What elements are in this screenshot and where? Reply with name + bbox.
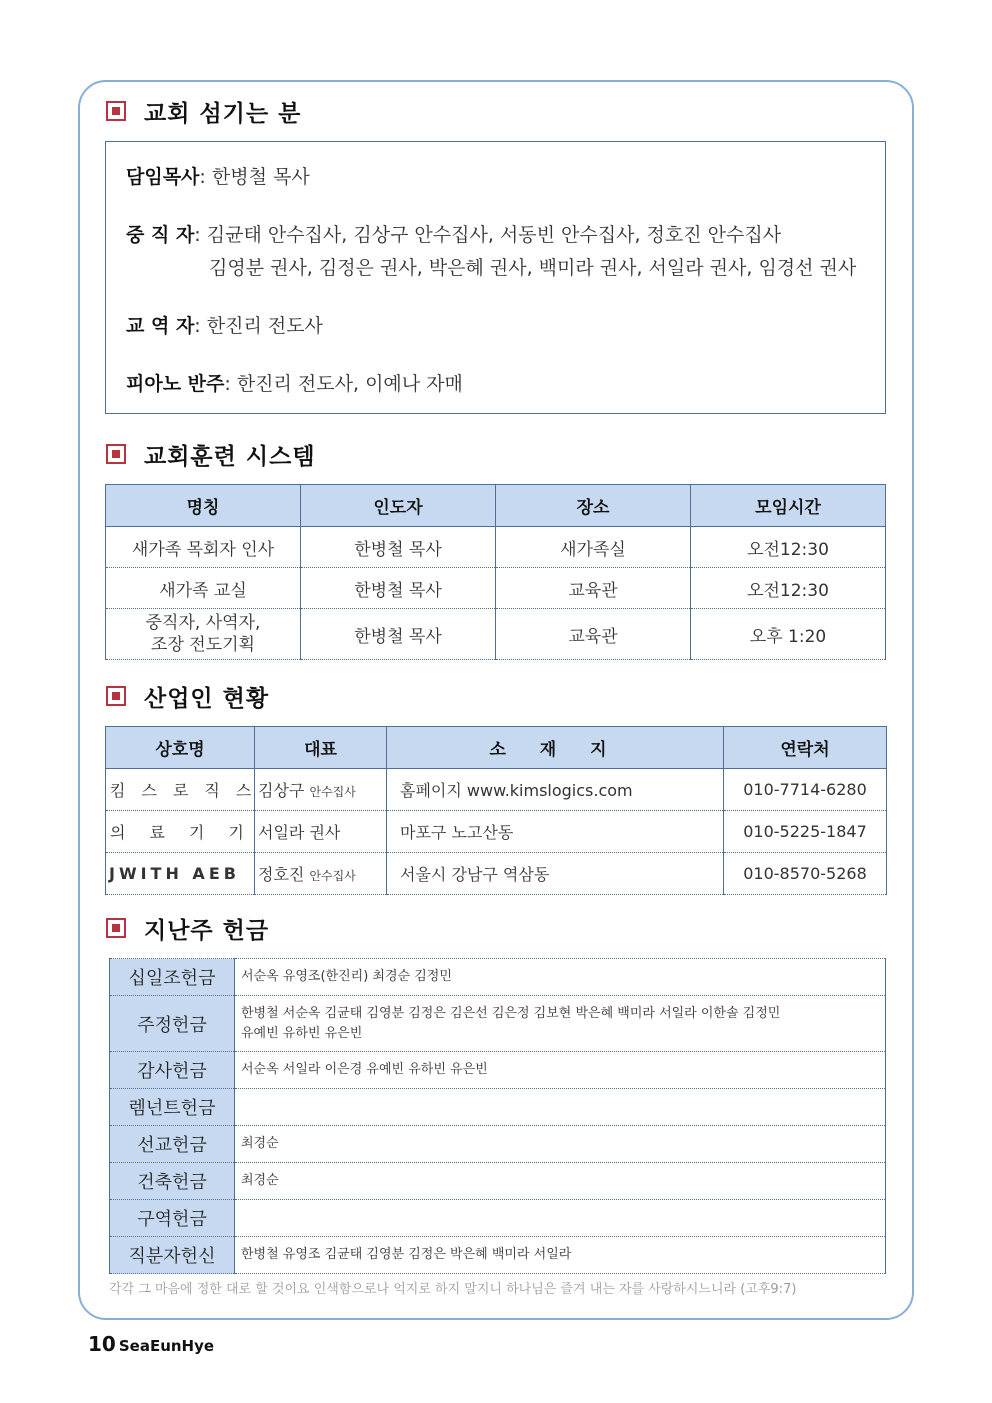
column-header: 명칭 — [106, 485, 301, 527]
section-title-offering: 지난주 헌금 — [106, 911, 269, 945]
business-table — [105, 726, 887, 895]
column-header: 상호명 — [106, 727, 255, 769]
column-header: 모임시간 — [691, 485, 886, 527]
column-header: 인도자 — [301, 485, 496, 527]
table-row: 주정헌금 한병철 서순옥 김균태 김영분 김정은 김은선 김은정 김보현 박은혜 백미라 서일라 이한솔 김정민 유예빈 유하빈 유은빈 — [110, 996, 886, 1052]
servants-box — [105, 141, 886, 414]
table-header-row — [106, 485, 886, 527]
piano-row: 피아노 반주: 한진리 전도사, 이예나 자매 — [126, 373, 463, 395]
table-header-row — [106, 727, 887, 769]
table-row: 십일조헌금 서순옥 유영조(한진리) 최경순 김정민 — [110, 959, 886, 996]
table-row: 구역헌금 — [110, 1200, 886, 1237]
table-row: JWITH AEB 정호진 안수집사 서울시 강남구 역삼동 010-8570-5268 — [106, 853, 887, 895]
square-bullet-icon — [106, 686, 126, 706]
square-bullet-icon — [106, 918, 126, 938]
table-row: 건축헌금 최경순 — [110, 1163, 886, 1200]
table-row: 킴스로직스 김상구 안수집사 홈페이지 www.kimslogics.com 010-7714-6280 — [106, 769, 887, 811]
brand-name: SeaEunHye — [118, 1337, 215, 1355]
table-row: 감사헌금 서순옥 서일라 이은경 유예빈 유하빈 유은빈 — [110, 1052, 886, 1089]
square-bullet-icon — [106, 444, 126, 464]
table-row: 새가족 목회자 인사 한병철 목사 새가족실 오전12:30 — [106, 527, 886, 568]
ministry-row: 교 역 자: 한진리 전도사 — [126, 315, 323, 337]
officers-row: 중 직 자: 김균태 안수집사, 김상구 안수집사, 서동빈 안수집사, 정호진 안수집사 — [126, 224, 782, 246]
table-row: 렘넌트헌금 — [110, 1089, 886, 1126]
officers-row-2: 김영분 권사, 김정은 권사, 박은혜 권사, 백미라 권사, 서일라 권사, 임경선 권사 — [209, 257, 857, 279]
column-header: 연락처 — [724, 727, 887, 769]
section-title-training: 교회훈련 시스템 — [106, 437, 316, 471]
table-row: 의료기기 서일라 권사 마포구 노고산동 010-5225-1847 — [106, 811, 887, 853]
table-row: 새가족 교실 한병철 목사 교육관 오전12:30 — [106, 568, 886, 609]
square-bullet-icon — [106, 101, 126, 121]
offering-table — [109, 958, 886, 1274]
column-header: 대표 — [255, 727, 387, 769]
training-table — [105, 484, 886, 660]
section-title-business: 산업인 현황 — [106, 679, 269, 713]
table-row: 선교헌금 최경순 — [110, 1126, 886, 1163]
table-row: 직분자헌신 한병철 유영조 김균태 김영분 김정은 박은혜 백미라 서일라 — [110, 1237, 886, 1274]
senior-pastor-row: 담임목사: 한병철 목사 — [126, 166, 310, 188]
column-header: 소 재 지 — [387, 727, 724, 769]
column-header: 장소 — [496, 485, 691, 527]
section-title-servants: 교회 섬기는 분 — [106, 94, 301, 128]
page-number: 10 SeaEunHye — [88, 1332, 215, 1356]
table-row: 중직자, 사역자, 조장 전도기획 한병철 목사 교육관 오후 1:20 — [106, 609, 886, 660]
bible-verse-footnote: 각각 그 마음에 정한 대로 할 것이요 인색함으로나 억지로 하지 말지니 하나님은 즐겨 내는 자를 사랑하시느니라 (고후9:7) — [109, 1282, 797, 1297]
